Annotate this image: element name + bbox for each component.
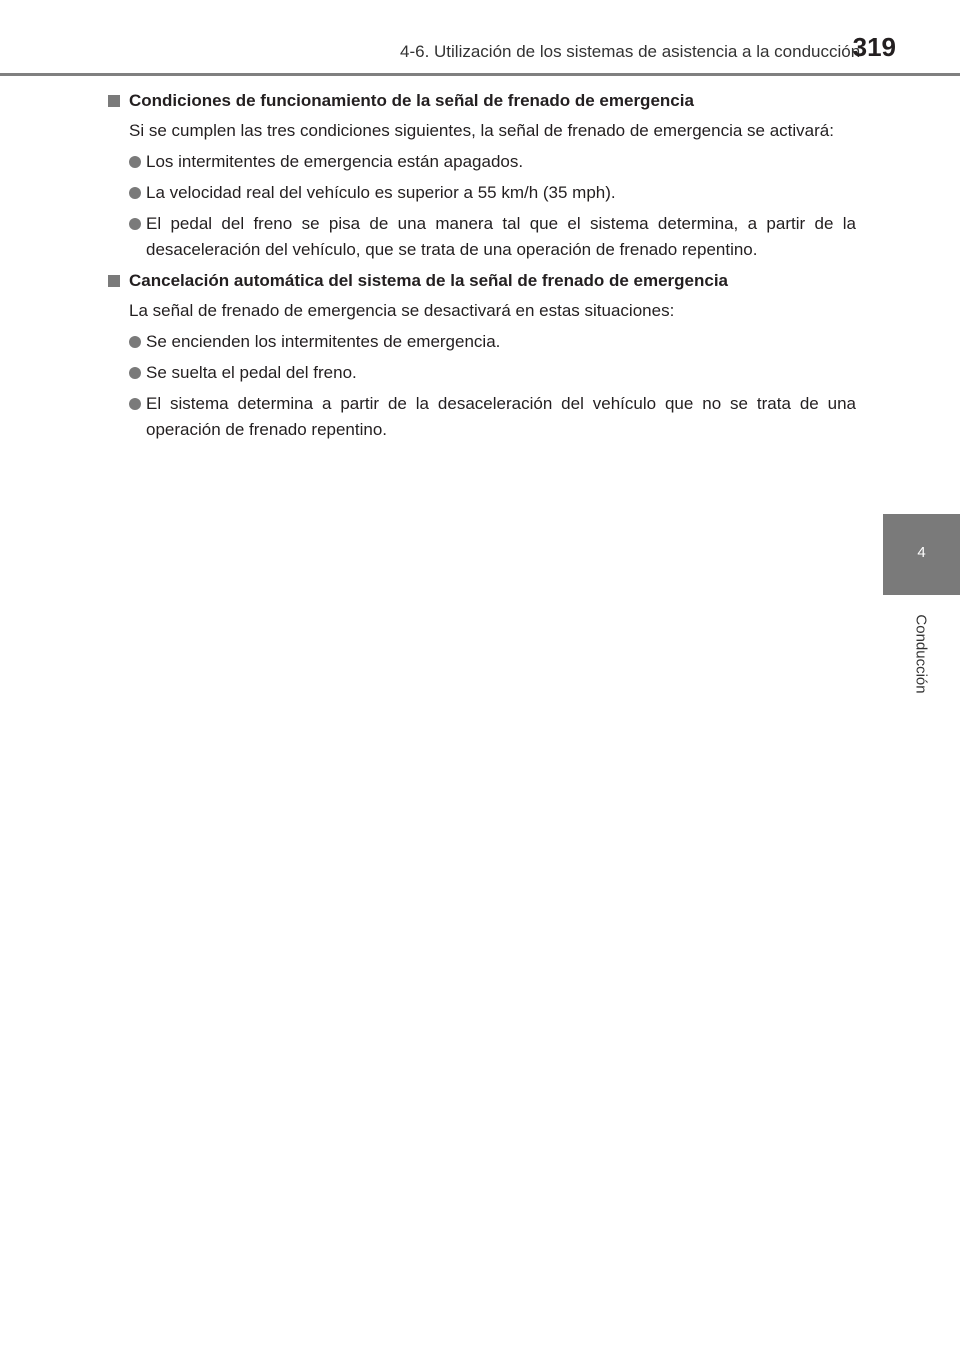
list-item-text: El sistema determina a partir de la desaceleración del vehículo que no se trata de una operación de frenado repentino. xyxy=(146,394,856,439)
list-item xyxy=(108,180,856,206)
heading-text: Condiciones de funcionamiento de la señal de frenado de emergencia xyxy=(129,91,694,110)
heading-text: Cancelación automática del sistema de la señal de frenado de emergencia xyxy=(129,271,729,290)
intro-paragraph: La señal de frenado de emergencia se desactivará en estas situaciones: xyxy=(129,301,675,320)
round-bullet-icon xyxy=(129,336,141,348)
header-rule xyxy=(0,73,960,76)
round-bullet-icon xyxy=(129,367,141,379)
list-item xyxy=(108,211,856,263)
square-bullet-icon xyxy=(108,275,120,287)
section-heading-conditions xyxy=(108,88,856,114)
list-item xyxy=(108,329,856,355)
chapter-number: 4 xyxy=(917,544,926,561)
list-item-text: Se encienden los intermitentes de emergencia. xyxy=(146,332,501,351)
list-item xyxy=(108,149,856,175)
round-bullet-icon xyxy=(129,398,141,410)
round-bullet-icon xyxy=(129,156,141,168)
chapter-tab[interactable] xyxy=(883,514,960,595)
intro-paragraph: Si se cumplen las tres condiciones siguientes, la señal de frenado de emergencia se activará: xyxy=(129,121,834,140)
round-bullet-icon xyxy=(129,218,141,230)
page-content xyxy=(108,88,856,443)
list-item xyxy=(108,391,856,443)
list-item-text: Se suelta el pedal del freno. xyxy=(146,363,357,382)
list-item xyxy=(108,360,856,386)
page-number: 319 xyxy=(852,32,896,62)
list-item-text: La velocidad real del vehículo es superior a 55 km/h (35 mph). xyxy=(146,183,616,202)
chapter-label: Conducción xyxy=(912,614,930,694)
square-bullet-icon xyxy=(108,95,120,107)
list-item-text: Los intermitentes de emergencia están apagados. xyxy=(146,152,524,171)
round-bullet-icon xyxy=(129,187,141,199)
section-heading-cancellation xyxy=(108,268,856,294)
list-item-text: El pedal del freno se pisa de una manera tal que el sistema determina, a partir de la desaceleración del vehículo, que se trata de una operación de frenado repentino. xyxy=(146,214,856,259)
section-title: 4-6. Utilización de los sistemas de asistencia a la conducción xyxy=(400,42,861,61)
